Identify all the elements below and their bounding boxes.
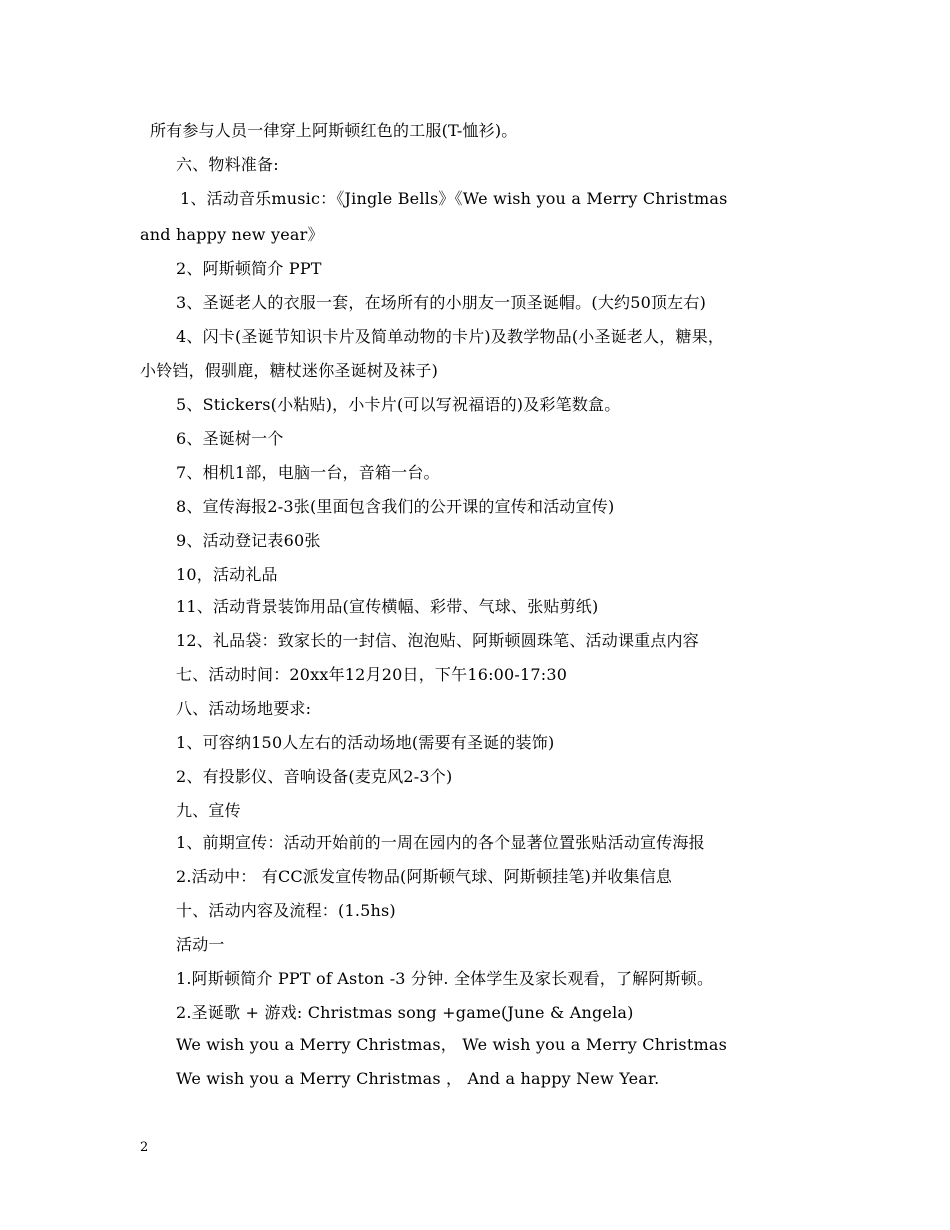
text-line: 11、活动背景装饰用品(宣传横幅、彩带、气球、张贴剪纸) [176, 597, 599, 616]
text-line: and happy new year》 [140, 225, 324, 244]
text-line: We wish you a Merry Christmas， We wish you a Merry Christmas [176, 1035, 727, 1054]
text-line: 7、相机1部，电脑一台，音箱一台。 [176, 463, 440, 482]
text-line: 6、圣诞树一个 [176, 429, 284, 448]
text-line: 2、阿斯顿简介 PPT [176, 259, 322, 278]
page-number: 2 [140, 1140, 149, 1155]
section-heading: 七、活动时间：20xx年12月20日，下午16:00-17:30 [176, 665, 568, 684]
text-line: 2、有投影仪、音响设备(麦克风2-3个) [176, 767, 453, 786]
text-line: 活动一 [176, 935, 225, 954]
text-line: We wish you a Merry Christmas ， And a happy New Year. [176, 1069, 660, 1088]
text-line: 5、Stickers(小粘贴)，小卡片(可以写祝福语的)及彩笔数盒。 [176, 395, 621, 414]
text-line: 8、宣传海报2-3张(里面包含我们的公开课的宣传和活动宣传) [176, 497, 615, 516]
section-heading: 九、宣传 [176, 801, 241, 820]
text-line: 2.活动中： 有CC派发宣传物品(阿斯顿气球、阿斯顿挂笔)并收集信息 [176, 867, 673, 886]
text-line: 1、活动音乐music：《Jingle Bells》《We wish you a Merry Christmas [180, 189, 728, 208]
text-line: 所有参与人员一律穿上阿斯顿红色的工服(T-恤衫)。 [150, 121, 518, 140]
text-line: 10，活动礼品 [176, 565, 278, 584]
text-line: 3、圣诞老人的衣服一套，在场所有的小朋友一顶圣诞帽。(大约50顶左右) [176, 293, 707, 312]
text-line: 12、礼品袋：致家长的一封信、泡泡贴、阿斯顿圆珠笔、活动课重点内容 [176, 631, 699, 650]
text-line: 9、活动登记表60张 [176, 531, 321, 550]
text-line: 4、闪卡(圣诞节知识卡片及简单动物的卡片)及教学物品(小圣诞老人，糖果， [176, 327, 725, 346]
text-line: 小铃铛，假驯鹿，糖杖迷你圣诞树及袜子) [140, 361, 439, 380]
section-heading: 六、物料准备: [176, 155, 279, 174]
section-heading: 八、活动场地要求: [176, 699, 312, 718]
text-line: 1、前期宣传：活动开始前的一周在园内的各个显著位置张贴活动宣传海报 [176, 833, 705, 852]
text-line: 1、可容纳150人左右的活动场地(需要有圣诞的装饰) [176, 733, 555, 752]
text-line: 1.阿斯顿简介 PPT of Aston -3 分钟. 全体学生及家长观看，了解阿斯顿。 [176, 969, 714, 988]
text-line: 2.圣诞歌 + 游戏: Christmas song +game(June & Angela) [176, 1003, 634, 1022]
section-heading: 十、活动内容及流程：(1.5hs) [176, 901, 396, 920]
